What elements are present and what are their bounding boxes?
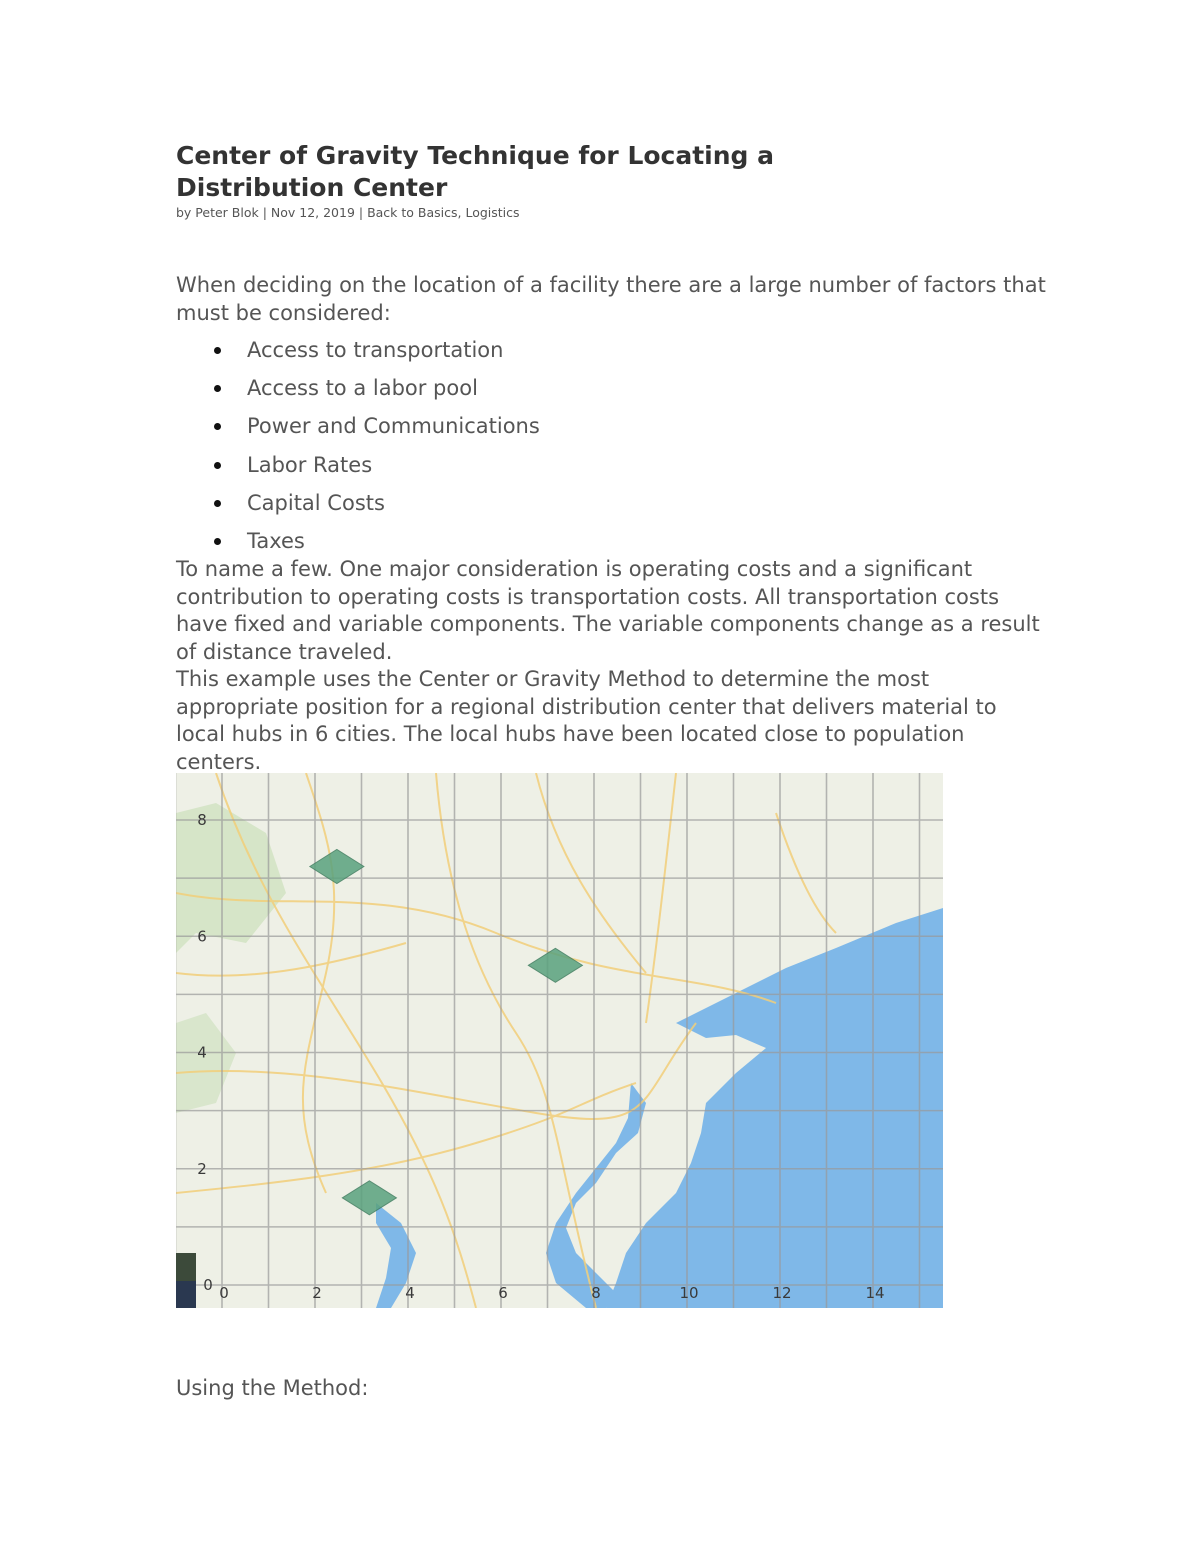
list-item (176, 336, 540, 374)
x-tick-label: 2 (312, 1284, 322, 1302)
list-item (176, 374, 540, 412)
article-byline: by Peter Blok | Nov 12, 2019 | Back to Basics, Logistics (176, 205, 520, 220)
x-tick-label: 14 (865, 1284, 885, 1302)
list-item (176, 489, 540, 527)
list-item-label: Access to transportation (247, 338, 504, 362)
y-tick-label: 6 (197, 927, 207, 946)
list-item (176, 451, 540, 489)
bullet-icon (214, 347, 221, 354)
x-tick-label: 12 (772, 1284, 792, 1302)
x-tick-label: 4 (405, 1284, 415, 1302)
bullet-icon (214, 538, 221, 545)
y-tick-label: 0 (203, 1276, 213, 1294)
x-tick-label: 0 (219, 1284, 229, 1302)
article-title: Center of Gravity Technique for Locating a Distribution Center (176, 141, 775, 202)
map-legend-swatch (176, 1281, 196, 1308)
bullet-icon (214, 500, 221, 507)
intro-paragraph: When deciding on the location of a facility there are a large number of factors that must be considered: (176, 273, 1046, 325)
x-tick-label: 8 (591, 1284, 601, 1302)
list-item-label: Access to a labor pool (247, 376, 478, 401)
x-tick-label: 10 (679, 1284, 699, 1302)
bullet-icon (214, 462, 221, 469)
bullet-icon (214, 423, 221, 430)
example-paragraph: This example uses the Center or Gravity Method to determine the most appropriate position for a regional distribution center that delivers material to local hubs in 6 cities. The local hubs have been located close to population centers. (176, 667, 997, 774)
using-method-heading: Using the Method: (176, 1376, 369, 1400)
factor-list (176, 336, 540, 565)
y-tick-label: 8 (197, 811, 207, 829)
list-item-label: Taxes (247, 528, 305, 553)
bullet-icon (214, 385, 221, 392)
y-tick-label: 4 (197, 1043, 207, 1062)
list-item-label: Labor Rates (247, 452, 373, 477)
list-item-label: Power and Communications (247, 414, 540, 439)
list-item (176, 412, 540, 450)
y-tick-label: 2 (197, 1159, 207, 1178)
costs-paragraph: To name a few. One major consideration is operating costs and a significant contribution to operating costs is transportation costs. All transportation costs have fixed and variable components. The variable components change as a result of distance traveled. (176, 557, 1040, 664)
x-tick-label: 6 (498, 1284, 508, 1302)
grid-map-figure (176, 773, 943, 1308)
list-item-label: Capital Costs (247, 490, 385, 515)
map-svg (176, 773, 943, 1308)
